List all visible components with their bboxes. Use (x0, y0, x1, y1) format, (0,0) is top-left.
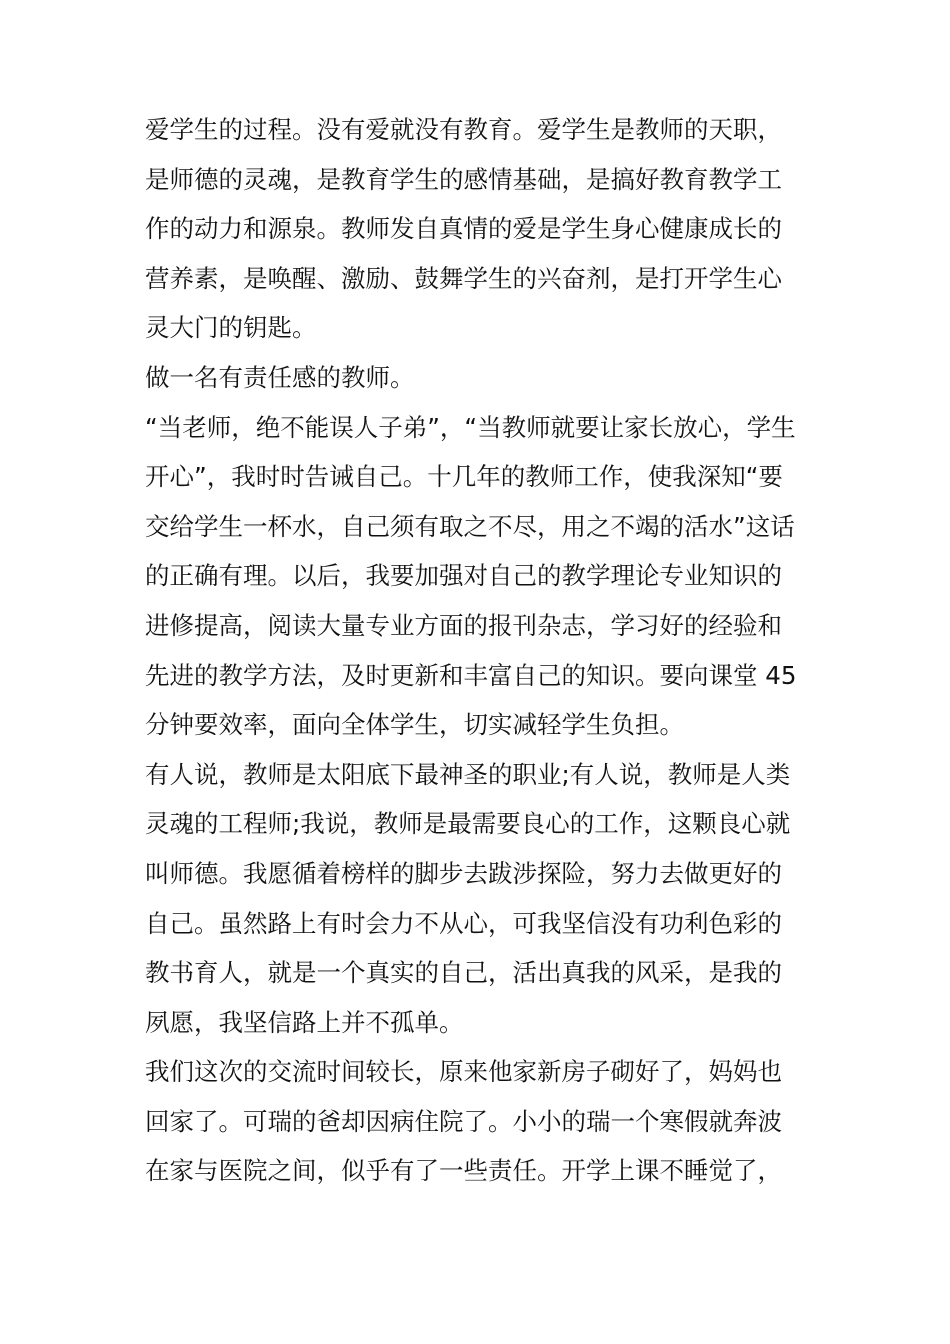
text-line: 做一名有责任感的教师。 (145, 362, 415, 392)
text-line: 作的动力和源泉。教师发自真情的爱是学生身心健康成长的 (145, 214, 782, 244)
text-line: 在家与医院之间，似乎有了一些责任。开学上课不睡觉了， (145, 1156, 782, 1186)
text-line: 进修提高，阅读大量专业方面的报刊杂志，学习好的经验和 (145, 610, 782, 640)
text-line: 先进的教学方法，及时更新和丰富自己的知识。要向课堂 45 (145, 660, 797, 690)
text-line: 教书育人，就是一个真实的自己，活出真我的风采，是我的 (145, 958, 782, 988)
text-line: “当老师，绝不能误人子弟”，“当教师就要让家长放心，学生 (145, 412, 796, 442)
text-line: 回家了。可瑞的爸却因病住院了。小小的瑞一个寒假就奔波 (145, 1106, 782, 1136)
text-line: 叫师德。我愿循着榜样的脚步去跋涉探险，努力去做更好的 (145, 858, 782, 888)
text-line: 灵大门的钥匙。 (145, 313, 317, 343)
text-line: 自己。虽然路上有时会力不从心，可我坚信没有功利色彩的 (145, 908, 782, 938)
text-line: 营养素，是唤醒、激励、鼓舞学生的兴奋剂，是打开学生心 (145, 263, 782, 293)
text-line: 开心”，我时时告诫自己。十几年的教师工作，使我深知“要 (145, 462, 783, 492)
text-line: 有人说，教师是太阳底下最神圣的职业;有人说，教师是人类 (145, 759, 791, 789)
text-line: 灵魂的工程师;我说，教师是最需要良心的工作，这颗良心就 (145, 809, 791, 839)
text-line: 是师德的灵魂，是教育学生的感情基础，是搞好教育教学工 (145, 164, 782, 194)
text-line: 交给学生一杯水，自己须有取之不尽，用之不竭的活水”这话 (145, 511, 795, 541)
text-line: 爱学生的过程。没有爱就没有教育。爱学生是教师的天职， (145, 115, 782, 144)
text-line: 分钟要效率，面向全体学生，切实减轻学生负担。 (145, 710, 684, 740)
document-body (145, 105, 810, 1196)
text-line: 夙愿，我坚信路上并不孤单。 (145, 1007, 464, 1037)
text-line: 的正确有理。以后，我要加强对自己的教学理论专业知识的 (145, 561, 782, 591)
text-line: 我们这次的交流时间较长，原来他家新房子砌好了，妈妈也 (145, 1057, 782, 1087)
